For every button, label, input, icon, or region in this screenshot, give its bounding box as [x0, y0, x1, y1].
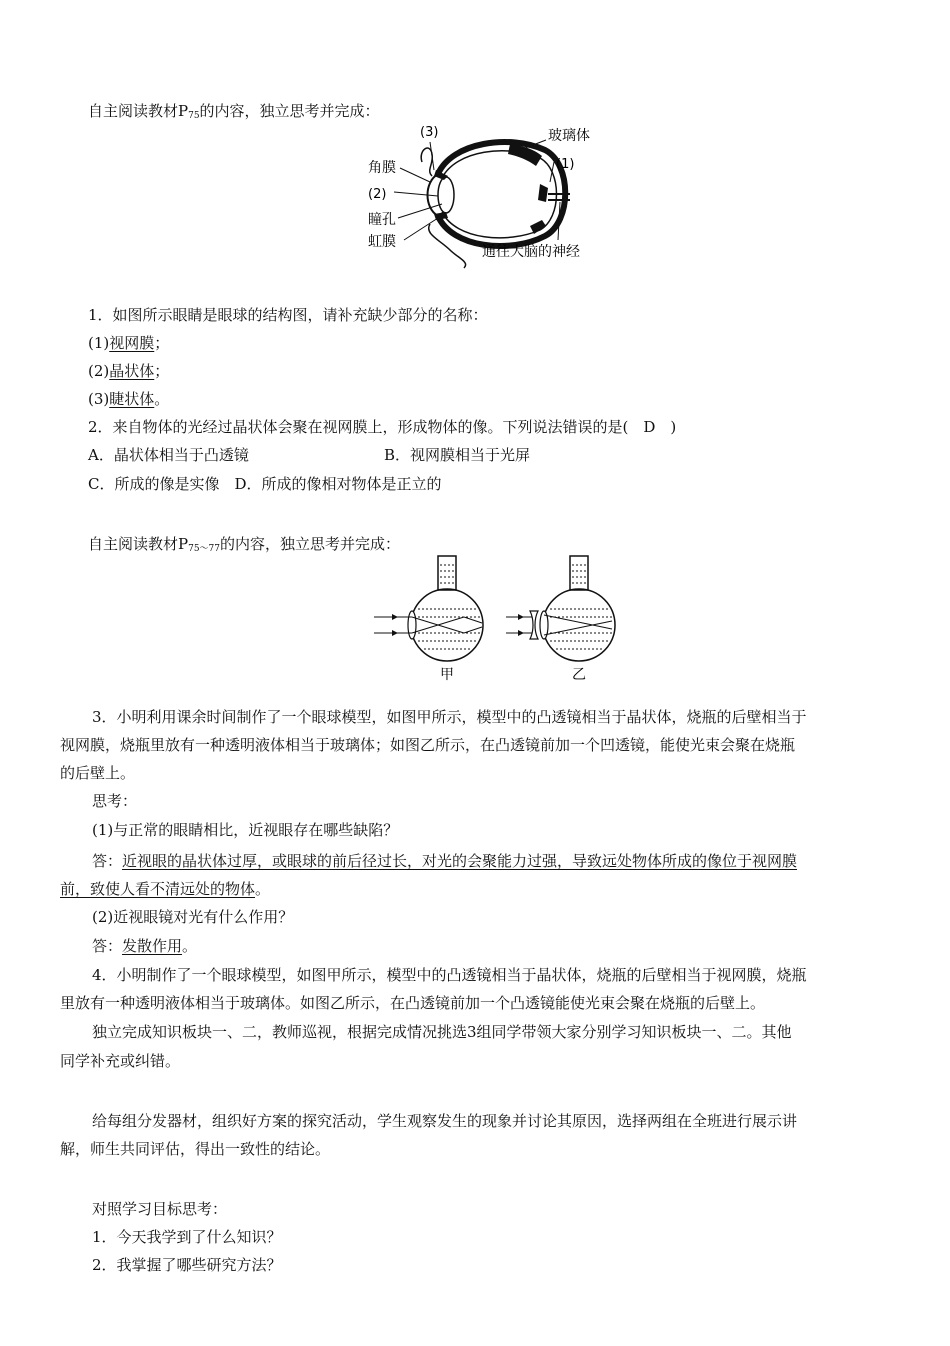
q1-stem: 1．如图所示眼睛是眼球的结构图，请补充缺少部分的名称： [88, 306, 488, 324]
label-2: (2) [368, 187, 387, 202]
label-vitreous: 玻璃体 [548, 128, 590, 144]
flask-yi [506, 556, 615, 683]
q3-line-1: 3．小明利用课余时间制作了一个眼球模型，如图甲所示，模型中的凸透镜相当于晶状体，烧瓶的后壁相当于 [92, 708, 807, 726]
label-nerve: 通往大脑的神经 [482, 244, 580, 260]
page-ref: 75 [188, 111, 200, 121]
q2-stem: 2．来自物体的光经过晶状体会聚在视网膜上，形成物体的像。下列说法错误的是( D ) [88, 418, 677, 436]
q3-think: 思考： [92, 792, 138, 810]
para1-line-2: 同学补充或纠错。 [60, 1052, 181, 1070]
q1-a2-blank: 晶状体 [109, 362, 155, 380]
eye-structure-diagram [360, 122, 630, 272]
label-jia: 甲 [440, 667, 454, 683]
reflect-item-1: 1．今天我学到了什么知识？ [92, 1228, 282, 1246]
label-3: (3) [420, 125, 439, 140]
reflect-title: 对照学习目标思考： [92, 1200, 228, 1218]
reflect-item-2: 2．我掌握了哪些研究方法？ [92, 1256, 282, 1274]
q1-answer-2 [88, 361, 169, 381]
q1-answer-3 [88, 389, 169, 409]
para1-line-1: 独立完成知识板块一、二，教师巡视，根据完成情况挑选3组同学带领大家分别学习知识板块一、二。其他 [92, 1023, 792, 1041]
page-ref: 75～77 [188, 544, 220, 554]
label-pupil: 瞳孔 [368, 212, 396, 228]
q1-a1-prefix: (1) [88, 334, 110, 352]
q1-a2-end: ； [154, 362, 170, 380]
q4-line-1: 4．小明制作了一个眼球模型，如图甲所示，模型中的凸透镜相当于晶状体，烧瓶的后壁相当于视网膜，烧瓶 [92, 966, 807, 984]
answer-2-blank: 发散作用 [122, 937, 183, 955]
answer-1-line-2: 前，致使人看不清远处的物体 [60, 880, 256, 898]
answer-2-end: 。 [182, 937, 198, 955]
intro-prefix: 自主阅读教材P [88, 535, 189, 553]
eyeball-model-diagram [368, 553, 630, 683]
q3-sub-question-1: (1)与正常的眼睛相比，近视眼存在哪些缺陷？ [92, 821, 399, 839]
answer-prefix: 答： [92, 937, 123, 955]
label-iris: 虹膜 [368, 234, 396, 250]
intro-prefix: 自主阅读教材P [88, 102, 189, 120]
section2-intro [88, 534, 400, 559]
q3-answer-1-cont [60, 879, 270, 899]
q3-line-2: 视网膜，烧瓶里放有一种透明液体相当于玻璃体；如图乙所示，在凸透镜前加一个凹透镜，能使光束会聚在烧瓶 [60, 736, 796, 754]
q2-option-cd: C．所成的像是实像 D．所成的像相对物体是正立的 [88, 475, 442, 493]
intro-suffix: 的内容，独立思考并完成： [199, 102, 380, 120]
q3-answer-2 [92, 936, 197, 956]
q1-a3-end: 。 [154, 390, 170, 408]
label-cornea: 角膜 [368, 160, 396, 176]
q1-a3-blank: 睫状体 [109, 390, 155, 408]
q1-a1-blank: 视网膜 [109, 334, 155, 352]
flask-jia [374, 556, 483, 683]
q1-answer-1 [88, 333, 169, 353]
answer-1-end: 。 [255, 880, 271, 898]
q4-line-2: 里放有一种透明液体相当于玻璃体。如图乙所示，在凸透镜前加一个凸透镜能使光束会聚在烧瓶的后壁上。 [60, 994, 766, 1012]
q3-line-3: 的后壁上。 [60, 764, 136, 782]
para2-line-2: 解，师生共同评估，得出一致性的结论。 [60, 1140, 331, 1158]
q2-option-b: B．视网膜相当于光屏 [384, 446, 531, 464]
q3-answer-1 [92, 851, 797, 871]
label-yi: 乙 [572, 667, 586, 683]
para2-line-1: 给每组分发器材，组织好方案的探究活动，学生观察发生的现象并讨论其原因，选择两组在全班进行展示讲 [92, 1112, 798, 1130]
answer-1-line-1: 近视眼的晶状体过厚，或眼球的前后径过长，对光的会聚能力过强，导致远处物体所成的像位于视网膜 [122, 852, 798, 870]
q1-a1-end: ； [154, 334, 170, 352]
answer-prefix: 答： [92, 852, 123, 870]
intro-suffix: 的内容，独立思考并完成： [220, 535, 401, 553]
label-1: (1) [556, 157, 575, 172]
q1-a2-prefix: (2) [88, 362, 110, 380]
section1-intro [88, 101, 380, 126]
q3-sub-question-2: (2)近视眼镜对光有什么作用？ [92, 908, 294, 926]
q2-option-a: A．晶状体相当于凸透镜 [88, 446, 249, 464]
q1-a3-prefix: (3) [88, 390, 110, 408]
